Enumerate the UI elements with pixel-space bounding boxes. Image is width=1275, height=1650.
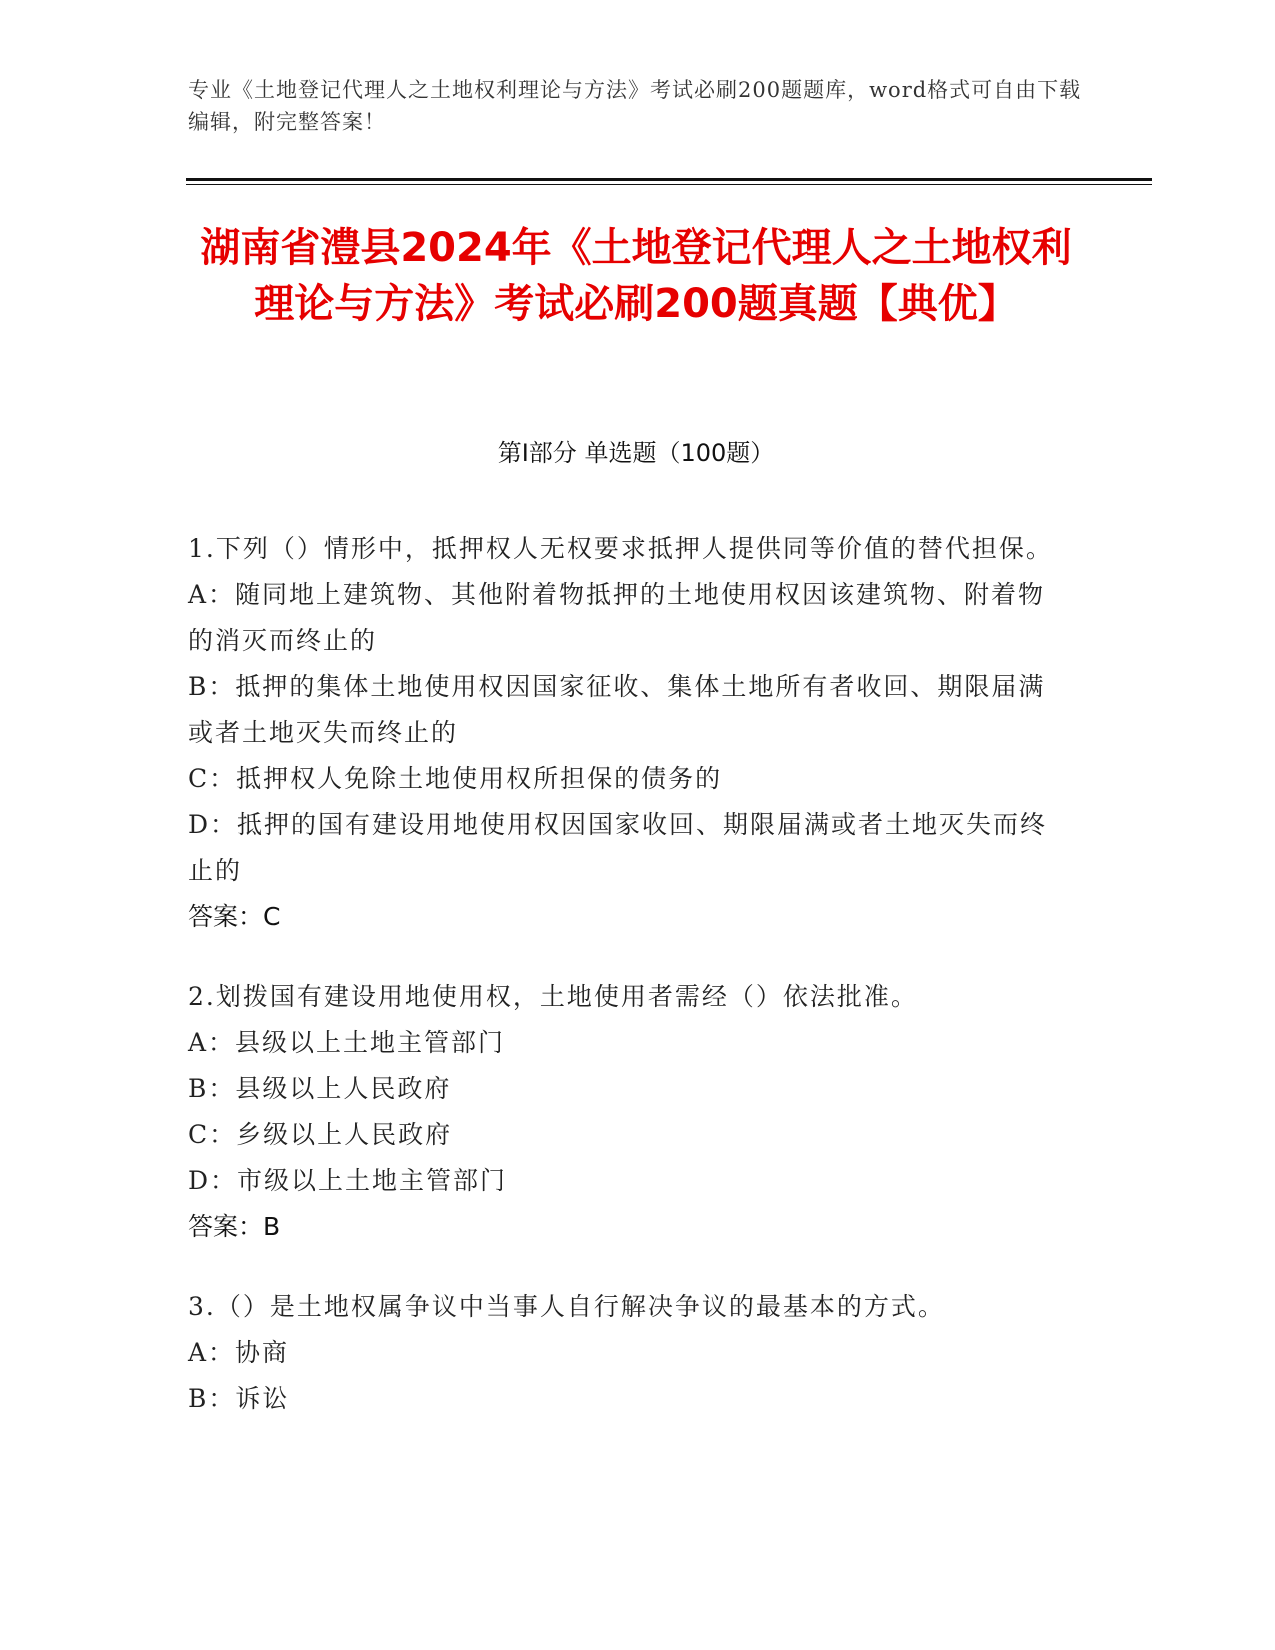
question-2: [188, 974, 1068, 1250]
option-d: D：市级以上土地主管部门: [188, 1166, 508, 1195]
answer: 答案：B: [188, 1212, 281, 1241]
header-note: 专业《土地登记代理人之土地权利理论与方法》考试必刷200题题库，word格式可自由下载编辑，附完整答案！: [188, 78, 1082, 134]
question-list: [188, 526, 1068, 1456]
option-a: A：协商: [188, 1338, 290, 1367]
option-a: A：随同地上建筑物、其他附着物抵押的土地使用权因该建筑物、附着物的消灭而终止的: [188, 580, 1046, 655]
option-b: B：抵押的集体土地使用权因国家征收、集体土地所有者收回、期限届满或者土地灭失而终止的: [188, 672, 1046, 747]
question-1: [188, 526, 1068, 940]
option-c: C：乡级以上人民政府: [188, 1120, 453, 1149]
option-a: A：县级以上土地主管部门: [188, 1028, 506, 1057]
question-3: [188, 1284, 1068, 1422]
option-b: B：县级以上人民政府: [188, 1074, 452, 1103]
answer: 答案：C: [188, 902, 281, 931]
option-c: C：抵押权人免除土地使用权所担保的债务的: [188, 764, 723, 793]
option-b: B：诉讼: [188, 1384, 290, 1413]
header-divider-thin: [186, 184, 1152, 185]
question-stem: 1.下列（）情形中，抵押权人无权要求抵押人提供同等价值的替代担保。: [188, 534, 1053, 563]
question-stem: 2.划拨国有建设用地使用权，土地使用者需经（）依法批准。: [188, 982, 918, 1011]
question-stem: 3.（）是土地权属争议中当事人自行解决争议的最基本的方式。: [188, 1292, 945, 1321]
section-title: 第I部分 单选题（100题）: [497, 439, 775, 467]
document-title: 湖南省澧县2024年《土地登记代理人之土地权利理论与方法》考试必刷200题真题【典优】: [200, 225, 1072, 327]
header-divider-thick: [186, 178, 1152, 181]
option-d: D：抵押的国有建设用地使用权因国家收回、期限届满或者土地灭失而终止的: [188, 810, 1048, 885]
